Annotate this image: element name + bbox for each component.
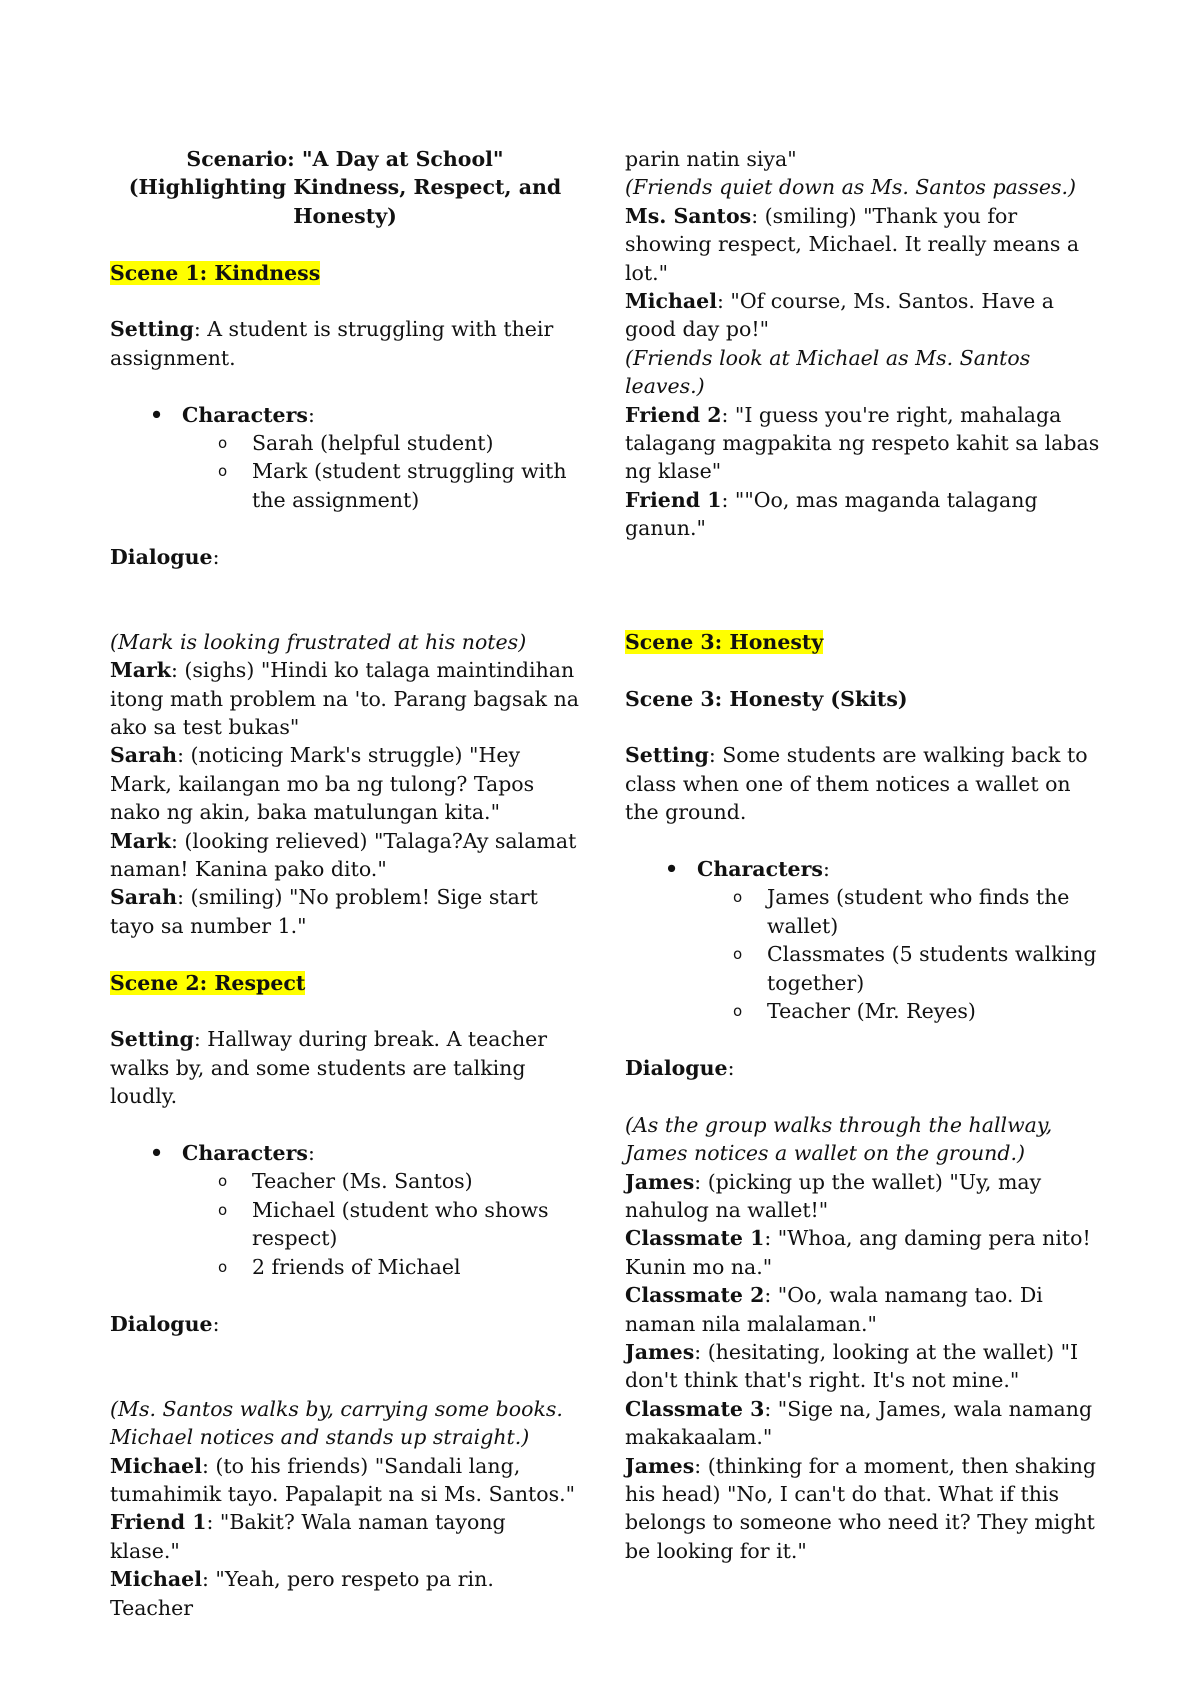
dialogue-line: Mark: (sighs) "Hindi ko talaga maintindihan itong math problem na 'to. Parang bagsak na ako sa test bukas" <box>110 658 579 740</box>
dialogue-line: Ms. Santos: (smiling) "Thank you for showing respect, Michael. It really means a lot." <box>625 203 1080 285</box>
dialogue-line: James: (thinking for a moment, then shaking his head) "No, I can't do that. What if this belongs to someone who need it? They might be looking for it." <box>625 1453 1097 1563</box>
list-item: o Teacher (Ms. Santos) <box>218 1167 580 1195</box>
list-item: o Sarah (helpful student) <box>218 429 580 457</box>
stage-direction: (As the group walks through the hallway, James notices a wallet on the ground.) <box>625 1112 1053 1166</box>
scene1-dialogue-label: Dialogue: <box>110 544 220 569</box>
left-column <box>110 145 580 1622</box>
scene1-heading-text: Scene 1: Kindness <box>110 260 321 285</box>
scene2-dialogue-label: Dialogue: <box>110 1311 220 1336</box>
scene3-setting: Setting: Some students are walking back to class when one of them notices a wallet on the ground. <box>625 743 1088 825</box>
list-item: o James (student who finds the wallet) <box>733 883 1105 940</box>
dialogue-line: Friend 2: "I guess you're right, mahalaga talagang magpakita ng respeto kahit sa labas ng klase" <box>625 402 1100 484</box>
scene2-character-sublist <box>182 1167 580 1281</box>
scene2-setting: Setting: Hallway during break. A teacher walks by, and some students are talking loudly. <box>110 1027 548 1109</box>
scene2-heading-text: Scene 2: Respect <box>110 970 306 995</box>
stage-direction: (Friends quiet down as Ms. Santos passes.) <box>625 175 1077 200</box>
scene2-heading <box>110 969 580 997</box>
list-item: o Mark (student struggling with the assignment) <box>218 457 580 514</box>
scene3-dialogue-label: Dialogue: <box>625 1055 735 1080</box>
scene3-characters-list <box>625 855 1105 1025</box>
document-title: Scenario: "A Day at School" (Highlighting Kindness, Respect, and Honesty) <box>128 147 562 228</box>
list-item: o Classmates (5 students walking together) <box>733 940 1105 997</box>
dialogue-line: Classmate 2: "Oo, wala namang tao. Di naman nila malalaman." <box>625 1283 1043 1336</box>
list-item: • Characters: o Sarah (helpful student) o Mark (student struggling with the assignment) <box>150 401 580 515</box>
scene3-subheading: Scene 3: Honesty (Skits) <box>625 686 908 711</box>
dialogue-line: Michael: (to his friends) "Sandali lang, tumahimik tayo. Papalapit na si Ms. Santos." <box>110 1453 576 1506</box>
scene3-heading-text: Scene 3: Honesty <box>625 629 824 654</box>
dialogue-line: James: (hesitating, looking at the wallet) "I don't think that's right. It's not mine." <box>625 1339 1079 1393</box>
list-item: o Teacher (Mr. Reyes) <box>733 997 1105 1025</box>
dialogue-line: Mark: (looking relieved) "Talaga?Ay salamat naman! Kanina pako dito." <box>110 828 577 882</box>
scene2-characters-list <box>110 1139 580 1281</box>
list-item: o Michael (student who shows respect) <box>218 1196 580 1253</box>
list-item: o 2 friends of Michael <box>218 1253 580 1281</box>
scene3-character-sublist <box>697 883 1105 1025</box>
dialogue-line: Sarah: (smiling) "No problem! Sige start tayo sa number 1." <box>110 885 538 938</box>
scene1-character-sublist <box>182 429 580 514</box>
stage-direction: (Mark is looking frustrated at his notes) <box>110 629 527 654</box>
list-item: • Characters: o James (student who finds the wallet) o Classmates (5 students walking together) o Teacher (Mr. Reyes) <box>665 855 1105 1025</box>
dialogue-line: Classmate 3: "Sige na, James, wala namang makakaalam." <box>625 1396 1093 1450</box>
scene1-characters-list <box>110 401 580 515</box>
dialogue-continuation: parin natin siya" <box>625 147 797 171</box>
stage-direction: (Friends look at Michael as Ms. Santos leaves.) <box>625 345 1031 399</box>
stage-direction: (Ms. Santos walks by, carrying some books. Michael notices and stands up straight.) <box>110 1396 563 1450</box>
scene1-setting: Setting: A student is struggling with their assignment. <box>110 317 554 370</box>
dialogue-line: Michael: "Of course, Ms. Santos. Have a good day po!" <box>625 289 1054 342</box>
dialogue-line: Friend 1: "Bakit? Wala naman tayong klase." <box>110 1510 506 1563</box>
dialogue-line: Friend 1: ""Oo, mas maganda talagang ganun." <box>625 487 1038 541</box>
dialogue-line: Sarah: (noticing Mark's struggle) "Hey Mark, kailangan mo ba ng tulong? Tapos nako ng akin, baka matulungan kita." <box>110 743 535 825</box>
list-item: • Characters: o Teacher (Ms. Santos) o Michael (student who shows respect) o 2 friends of Michael <box>150 1139 580 1281</box>
dialogue-line: Classmate 1: "Whoa, ang daming pera nito! Kunin mo na." <box>625 1226 1091 1279</box>
scene1-heading <box>110 259 580 287</box>
scene3-heading <box>625 628 1105 656</box>
dialogue-line: James: (picking up the wallet) "Uy, may nahulog na wallet!" <box>625 1169 1042 1222</box>
right-column <box>625 145 1105 1565</box>
dialogue-line: Michael: "Yeah, pero respeto pa rin. Teacher <box>110 1567 494 1620</box>
